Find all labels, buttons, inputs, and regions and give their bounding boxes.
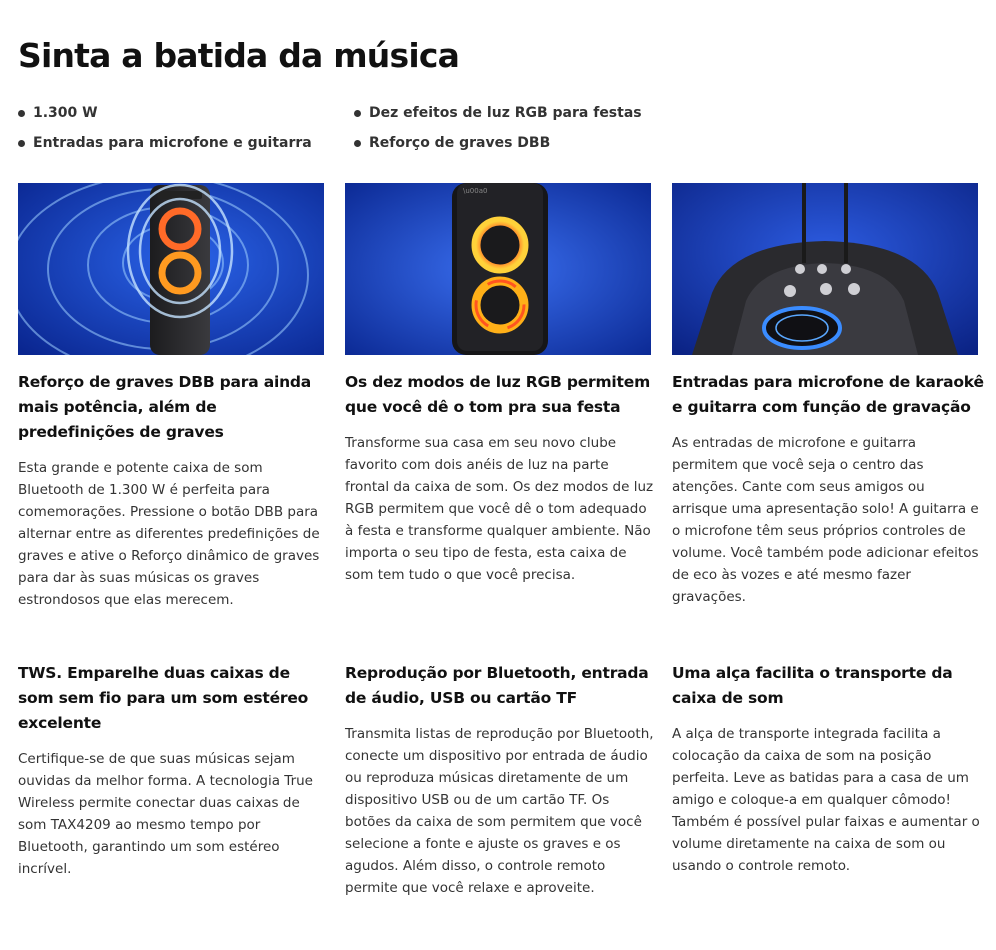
- feature-title: Entradas para microfone de karaokê e guitarra com função de gravação: [672, 373, 984, 416]
- bullet-label: Entradas para microfone e guitarra: [33, 135, 312, 151]
- speaker-rgb-lights-image: [345, 183, 651, 355]
- feature-title: Os dez modos de luz RGB permitem que você dê o tom pra sua festa: [345, 373, 651, 416]
- bullet-label: 1.300 W: [33, 105, 98, 121]
- speaker-top-controls-image: [672, 183, 978, 355]
- svg-text:\u00a0: \u00a0: [463, 187, 488, 195]
- feature-body: Transforme sua casa em seu novo clube favorito com dois anéis de luz na parte frontal da caixa de som. Os dez modos de luz RGB permitem que você dê o tom adequado à festa e transforme qualquer ambiente. Não importa o seu tipo de festa, esta caixa de som tem tudo o que você precisa.: [345, 435, 654, 583]
- bullet-label: Reforço de graves DBB: [369, 135, 551, 151]
- feature-title: Reprodução por Bluetooth, entrada de áudio, USB ou cartão TF: [345, 664, 649, 707]
- bullet-label: Dez efeitos de luz RGB para festas: [369, 105, 642, 121]
- feature-title: TWS. Emparelhe duas caixas de som sem fio para um som estéreo excelente: [18, 664, 309, 732]
- bullet-dot-icon: [18, 110, 25, 117]
- feature-card-bluetooth: [345, 661, 655, 899]
- feature-card-handle: [672, 661, 984, 877]
- feature-body: Esta grande e potente caixa de som Bluetooth de 1.300 W é perfeita para comemorações. Pressione o botão DBB para alternar entre as diferentes predefinições de graves e ative o Reforço dinâmico de graves para dar às suas músicas os graves estrondosos que elas merecem.: [18, 460, 320, 608]
- bullet-item: [18, 103, 312, 133]
- feature-body: Certifique-se de que suas músicas sejam ouvidas da melhor forma. A tecnologia True Wireless permite conectar duas caixas de som TAX4209 ao mesmo tempo por Bluetooth, garantindo um som estéreo incrível.: [18, 751, 313, 877]
- bullet-item: [18, 133, 312, 163]
- bullet-column-left: [18, 103, 312, 163]
- bullet-dot-icon: [354, 110, 361, 117]
- feature-title: Uma alça facilita o transporte da caixa de som: [672, 664, 953, 707]
- feature-body: As entradas de microfone e guitarra permitem que você seja o centro das atenções. Cante com seus amigos ou arrisque uma apresentação solo! A guitarra e o microfone têm seus próprios controles de volume. Você também pode adicionar efeitos de eco às vozes e até mesmo fazer gravações.: [672, 435, 979, 605]
- feature-body: A alça de transporte integrada facilita a colocação da caixa de som na posição perfeita. Leve as batidas para a casa de um amigo e coloque-a em qualquer cômodo! Também é possível pular faixas e aumentar o volume diretamente na caixa de som ou usando o controle remoto.: [672, 726, 980, 874]
- bullet-column-right: [354, 103, 642, 163]
- speaker-soundwaves-image: [18, 183, 324, 355]
- bullet-dot-icon: [354, 140, 361, 147]
- feature-card-dbb: [18, 370, 328, 611]
- feature-card-rgb: [345, 370, 655, 586]
- page-title: Sinta a batida da música: [18, 36, 460, 75]
- feature-title: Reforço de graves DBB para ainda mais potência, além de predefinições de graves: [18, 373, 312, 441]
- feature-card-tws: [18, 661, 328, 880]
- bullet-dot-icon: [18, 140, 25, 147]
- bullet-item: [354, 133, 642, 163]
- feature-card-inputs: [672, 370, 984, 608]
- feature-bullets: [18, 103, 978, 159]
- feature-body: Transmita listas de reprodução por Bluetooth, conecte um dispositivo por entrada de áudio ou reproduza músicas diretamente de um dispositivo USB ou de um cartão TF. Os botões da caixa de som permitem que você selecione a fonte e ajuste os graves e os agudos. Além disso, o controle remoto permite que você relaxe e aproveite.: [345, 726, 654, 896]
- bullet-item: [354, 103, 642, 133]
